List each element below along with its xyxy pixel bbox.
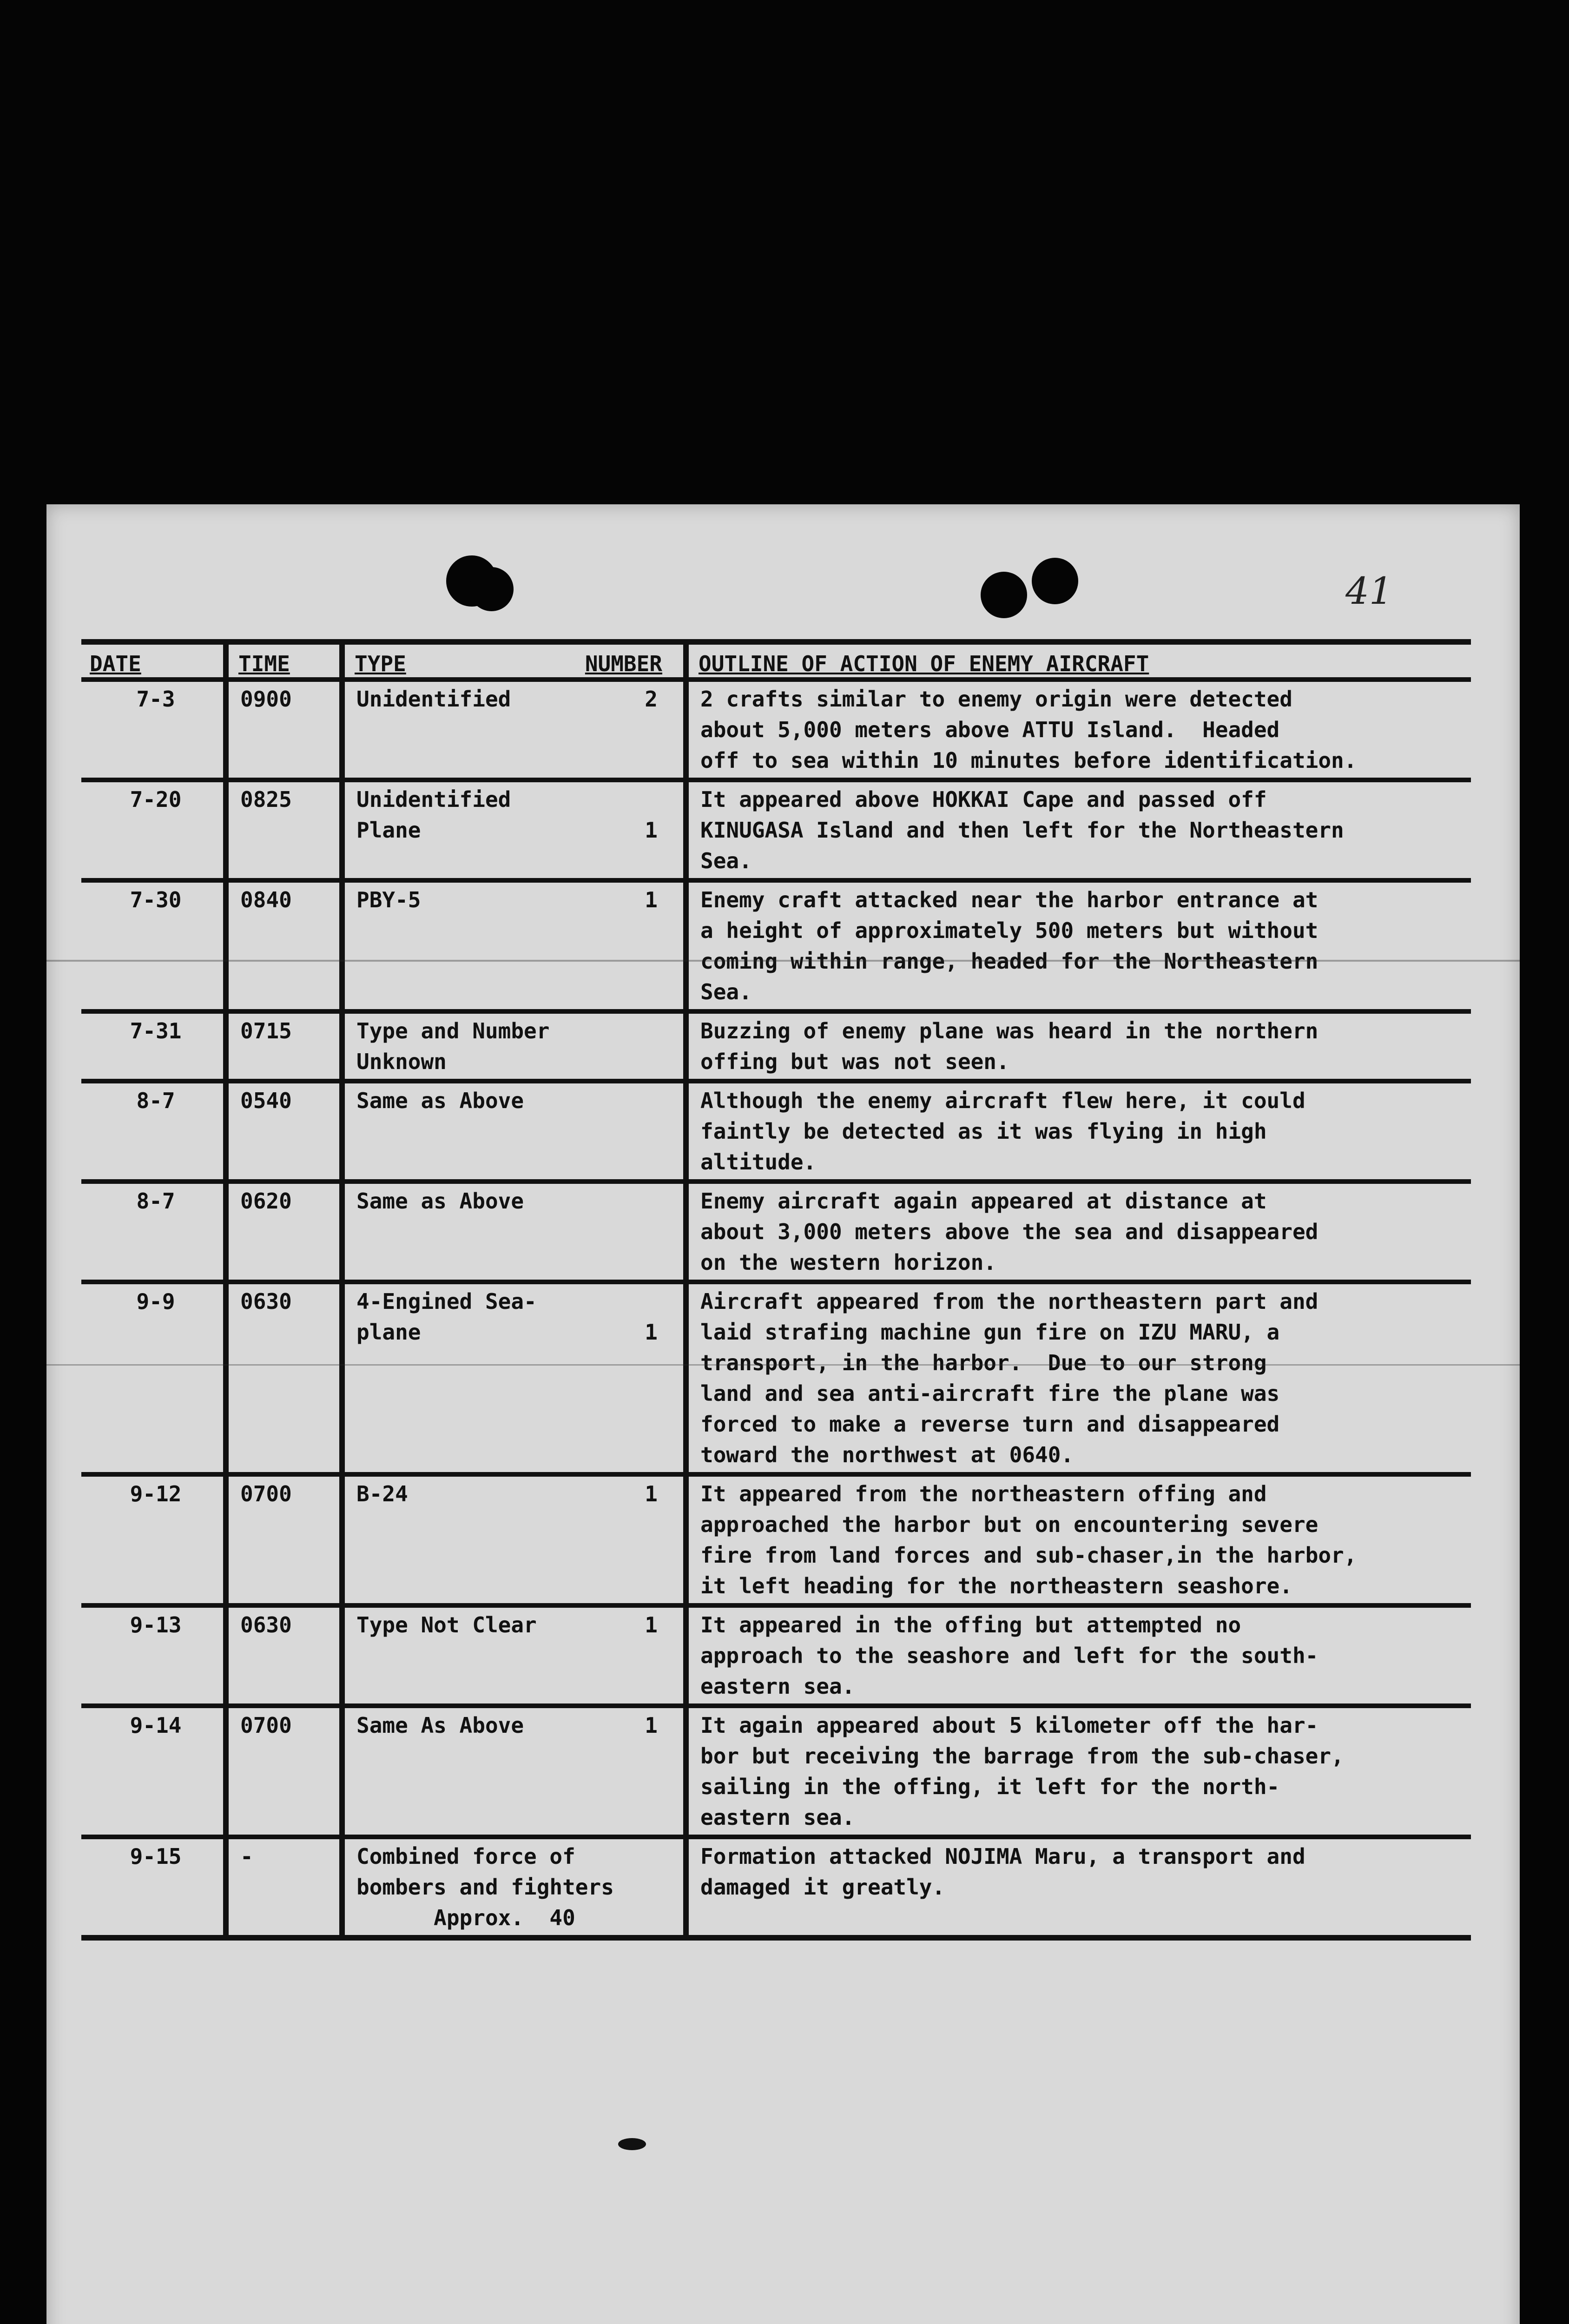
outline-cell: It appeared above HOKKAI Cape and passed off KINUGASA Island and then left for the Northeastern Sea. — [700, 787, 1344, 873]
document-page — [46, 504, 1520, 2324]
type-text: 4-Engined Sea- plane — [356, 1289, 537, 1345]
type-cell — [346, 1083, 690, 1179]
table-body — [81, 682, 1471, 1941]
punch-hole — [469, 567, 514, 611]
table-row — [81, 1014, 1471, 1083]
outline-cell: It appeared in the offing but attempted no approach to the seashore and left for the south- eastern sea. — [700, 1612, 1318, 1699]
number-text: 1 — [645, 1481, 658, 1506]
time-cell: 0900 — [240, 687, 292, 712]
type-cell — [346, 682, 690, 778]
type-cell — [346, 1608, 690, 1703]
punch-hole — [981, 572, 1027, 618]
number-text: 1 — [645, 1612, 658, 1637]
outline-cell: Buzzing of enemy plane was heard in the northern offing but was not seen. — [700, 1018, 1318, 1074]
type-text: Combined force of bombers and fighters Approx. 40 — [356, 1844, 614, 1930]
type-text: Same as Above — [356, 1188, 524, 1214]
type-text: Same as Above — [356, 1088, 524, 1113]
time-cell: 0700 — [240, 1481, 292, 1506]
time-cell: 0700 — [240, 1713, 292, 1738]
date-cell: 9-15 — [130, 1844, 182, 1869]
header-outline: OUTLINE OF ACTION OF ENEMY AIRCRAFT — [699, 651, 1149, 676]
column-rule — [223, 639, 229, 1941]
date-cell: 7-31 — [130, 1018, 182, 1043]
ink-smudge — [618, 2138, 646, 2150]
table-row — [81, 1477, 1471, 1608]
outline-cell: 2 crafts similar to enemy origin were detected about 5,000 meters above ATTU Island. Headed off to sea within 10 minutes before identification. — [700, 687, 1357, 773]
date-cell: 9-14 — [130, 1713, 182, 1738]
table-row — [81, 883, 1471, 1014]
date-cell: 7-30 — [130, 887, 182, 912]
table-row — [81, 1839, 1471, 1941]
time-cell: 0825 — [240, 787, 292, 812]
table-row — [81, 782, 1471, 883]
type-text: Same As Above — [356, 1713, 524, 1738]
header-date: DATE — [90, 651, 141, 676]
enemy-aircraft-table — [81, 639, 1471, 1941]
table-row — [81, 682, 1471, 782]
time-cell: 0630 — [240, 1612, 292, 1637]
type-cell — [346, 883, 690, 1009]
scratch-line — [46, 1364, 1520, 1366]
date-cell: 9-9 — [136, 1289, 175, 1314]
type-cell — [346, 1014, 690, 1079]
time-cell: 0840 — [240, 887, 292, 912]
scratch-line — [46, 960, 1520, 962]
table-top-rule — [81, 639, 1471, 645]
number-text: 1 — [645, 1713, 658, 1738]
table-row — [81, 1708, 1471, 1839]
type-cell — [346, 1184, 690, 1280]
time-cell: 0540 — [240, 1088, 292, 1113]
column-rule — [339, 639, 345, 1941]
date-cell: 9-13 — [130, 1612, 182, 1637]
header-time: TIME — [238, 651, 290, 676]
number-text: 1 — [645, 1320, 658, 1345]
date-cell: 7-20 — [130, 787, 182, 812]
time-cell: - — [240, 1844, 253, 1869]
type-cell — [346, 1477, 690, 1603]
outline-cell: Aircraft appeared from the northeastern part and laid strafing machine gun fire on IZU MARU, a transport, in the harbor. Due to our strong land and sea anti-aircraft fire the plane was forced to make a reverse turn and disappeared toward the northwest at 0640. — [700, 1289, 1318, 1467]
table-row — [81, 1184, 1471, 1284]
date-cell: 7-3 — [136, 687, 175, 712]
number-text: 1 — [645, 887, 658, 912]
outline-cell: Enemy craft attacked near the harbor entrance at a height of approximately 500 meters but without coming within range, headed for the Northeastern Sea. — [700, 887, 1318, 1004]
type-text: Unidentified Plane — [356, 787, 511, 843]
type-text: Type and Number Unknown — [356, 1018, 550, 1074]
number-text: 2 — [645, 687, 658, 712]
outline-cell: It again appeared about 5 kilometer off the har- bor but receiving the barrage from the sub-chaser, sailing in the offing, it left for the north- eastern sea. — [700, 1713, 1344, 1830]
time-cell: 0630 — [240, 1289, 292, 1314]
header-type: TYPE — [355, 651, 406, 676]
header-type-number — [346, 645, 690, 677]
type-text: PBY-5 — [356, 887, 421, 912]
time-cell: 0620 — [240, 1188, 292, 1214]
type-cell — [346, 1284, 690, 1472]
column-rule — [683, 639, 689, 1941]
outline-cell: Enemy aircraft again appeared at distance at about 3,000 meters above the sea and disappeared on the western horizon. — [700, 1188, 1318, 1275]
table-row — [81, 1284, 1471, 1477]
date-cell: 8-7 — [136, 1088, 175, 1113]
page-number: 41 — [1345, 569, 1393, 613]
type-text: B-24 — [356, 1481, 408, 1506]
type-text: Unidentified — [356, 687, 511, 712]
type-cell — [346, 1839, 690, 1935]
outline-cell: Formation attacked NOJIMA Maru, a transport and damaged it greatly. — [700, 1844, 1305, 1900]
date-cell: 9-12 — [130, 1481, 182, 1506]
type-cell — [346, 1708, 690, 1835]
table-header — [81, 645, 1471, 682]
date-cell: 8-7 — [136, 1188, 175, 1214]
number-text: 1 — [645, 818, 658, 843]
punch-hole — [1032, 558, 1078, 604]
type-cell — [346, 782, 690, 878]
header-number: NUMBER — [585, 651, 662, 676]
type-text: Type Not Clear — [356, 1612, 537, 1637]
outline-cell: It appeared from the northeastern offing and approached the harbor but on encountering severe fire from land forces and sub-chaser,in the harbor, it left heading for the northeastern seashore. — [700, 1481, 1357, 1598]
table-row — [81, 1608, 1471, 1708]
time-cell: 0715 — [240, 1018, 292, 1043]
outline-cell: Although the enemy aircraft flew here, it could faintly be detected as it was flying in high altitude. — [700, 1088, 1305, 1175]
table-row — [81, 1083, 1471, 1184]
